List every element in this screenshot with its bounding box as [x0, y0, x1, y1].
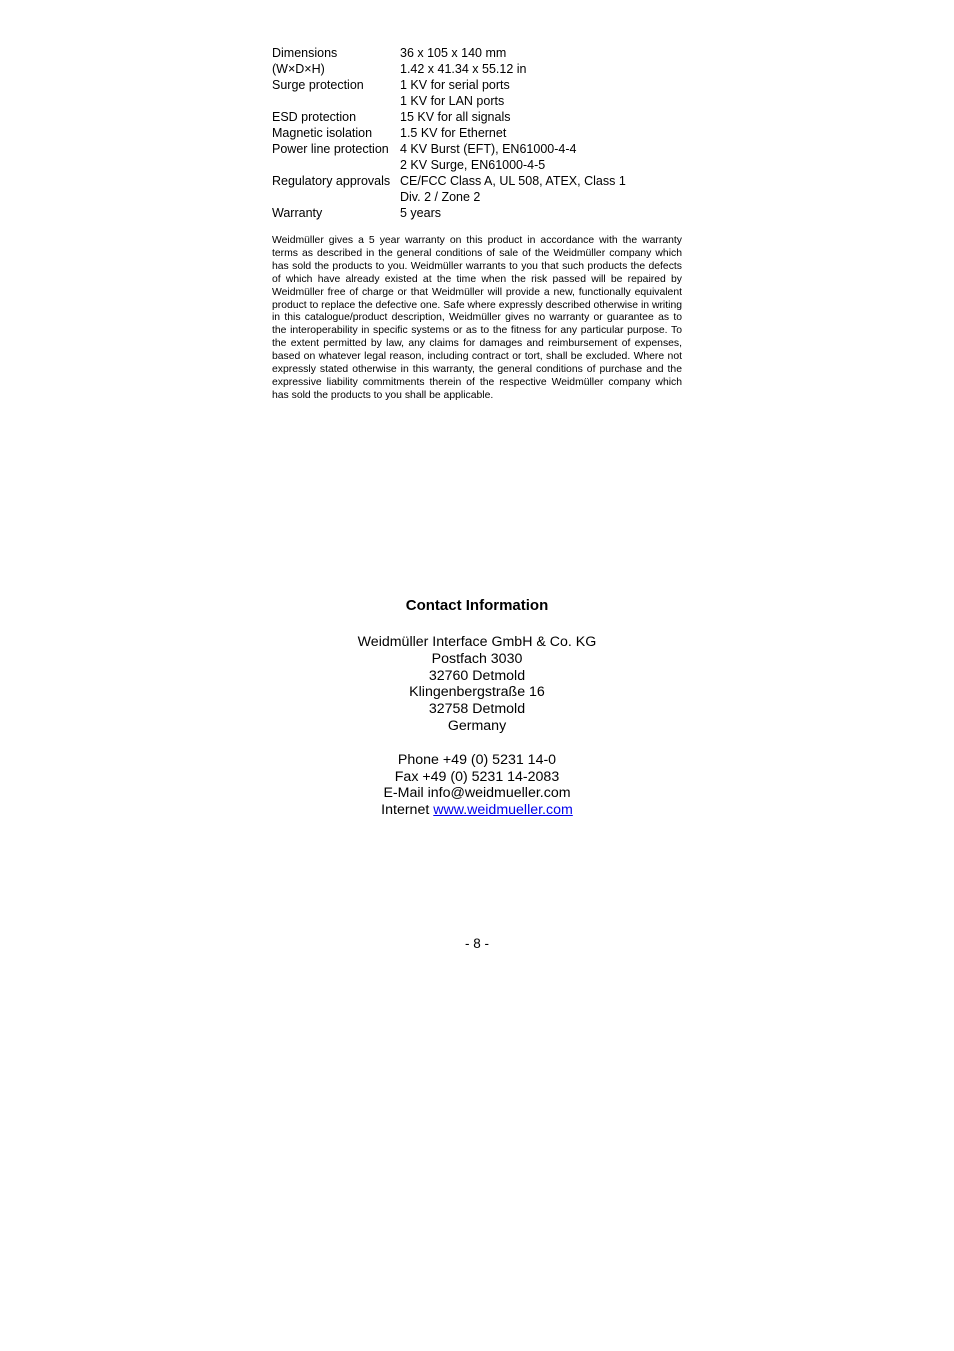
spec-row	[272, 173, 692, 189]
spec-value: 36 x 105 x 140 mm	[400, 46, 507, 60]
spec-row	[272, 93, 692, 109]
internet-label: Internet	[381, 802, 430, 819]
warranty-paragraph: Weidmüller gives a 5 year warranty on this product in accordance with the warranty terms as described in the general conditions of sale of the Weidmüller company which has sold the products to you. Weidmüller warrants to you that such products the defects of which have already existed at the time when the risk passed will be repaired by Weidmüller free of charge or that Weidmüller will provide a new, functionally equivalent product to replace the defective one. Safe where expressly described otherwise in writing in this catalogue/product description, Weidmüller gives no warranty or guarantee as to the interoperability in specific systems or as to the fitness for any particular purpose. To the extent permitted by law, any claims for damages and reimbursement of expenses, based on whatever legal reason, including contract or tort, shall be excluded. Where not expressly stated otherwise in this warranty, the general conditions of purchase and the expressive liability commitments therein of the respective Weidmüller company which has sold the products to you shall be applicable.	[272, 235, 682, 401]
spec-row	[272, 61, 692, 77]
spec-value: 1 KV for serial ports	[400, 78, 510, 92]
street-city: 32758 Detmold	[428, 701, 526, 718]
spec-value: 15 KV for all signals	[400, 110, 511, 124]
spec-row	[272, 205, 692, 221]
spec-label	[272, 157, 400, 173]
spec-label: Surge protection	[272, 78, 364, 92]
spec-value: 4 KV Burst (EFT), EN61000-4-4	[400, 142, 577, 156]
email-line: E-Mail info@weidmueller.com	[383, 785, 571, 802]
po-box-city: 32760 Detmold	[428, 667, 526, 684]
fax-line: Fax +49 (0) 5231 14-2083	[394, 768, 560, 785]
spec-value: 5 years	[400, 206, 441, 220]
website-link[interactable]: www.weidmueller.com	[433, 802, 573, 819]
spec-value: CE/FCC Class A, UL 508, ATEX, Class 1	[400, 174, 626, 188]
phone-line: Phone +49 (0) 5231 14-0	[397, 751, 557, 768]
address-block	[277, 634, 677, 735]
communication-block	[277, 752, 677, 819]
spec-row	[272, 125, 692, 141]
spec-value: 2 KV Surge, EN61000-4-5	[400, 158, 546, 172]
spec-label: (W×D×H)	[272, 62, 325, 76]
spec-row	[272, 45, 692, 61]
spec-label: Power line protection	[272, 142, 389, 156]
spec-value: 1.42 x 41.34 x 55.12 in	[400, 62, 527, 76]
spec-row	[272, 157, 692, 173]
spec-value: 1.5 KV for Ethernet	[400, 126, 507, 140]
country: Germany	[447, 717, 507, 734]
company-name: Weidmüller Interface GmbH & Co. KG	[357, 634, 597, 650]
spec-row	[272, 109, 692, 125]
spec-label	[272, 93, 400, 109]
specifications-table	[272, 45, 692, 221]
spec-label: Dimensions	[272, 46, 338, 60]
spec-label: Warranty	[272, 206, 323, 220]
spec-row	[272, 141, 692, 157]
contact-section	[277, 596, 677, 819]
spec-row	[272, 189, 692, 205]
spec-value: Div. 2 / Zone 2	[400, 190, 481, 204]
spec-label: ESD protection	[272, 110, 357, 124]
spec-label: Magnetic isolation	[272, 126, 373, 140]
contact-title: Contact Information	[405, 597, 549, 614]
spec-label: Regulatory approvals	[272, 174, 391, 188]
internet-line	[277, 802, 677, 819]
street-address: Klingenbergstraße 16	[409, 684, 545, 701]
po-box: Postfach 3030	[431, 650, 523, 667]
page-number: - 8 -	[464, 936, 489, 951]
spec-row	[272, 77, 692, 93]
spec-label	[272, 189, 400, 205]
spec-value: 1 KV for LAN ports	[400, 94, 505, 108]
